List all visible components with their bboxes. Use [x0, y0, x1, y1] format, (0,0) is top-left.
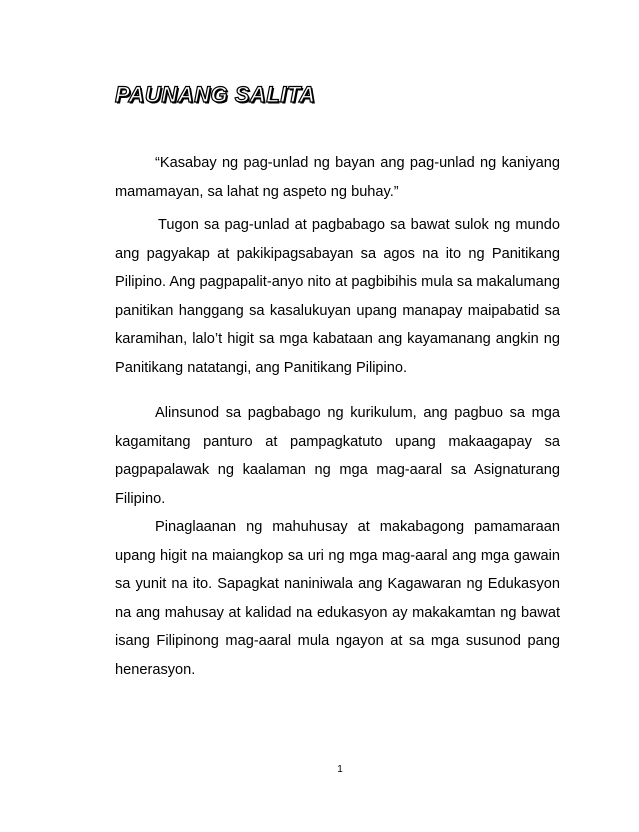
paragraph-quote: “Kasabay ng pag-unlad ng bayan ang pag-unlad ng kaniyang mamamayan, sa lahat ng aspeto ng buhay.” — [115, 155, 560, 200]
page-number: 1 — [337, 764, 343, 775]
paragraph-body: Pinaglaanan ng mahuhusay at makabagong pamamaraan upang higit na maiangkop sa uri ng mga mag-aaral ang mga gawain sa yunit na ito. Sapagkat naniniwala ang Kagawaran ng Edukasyon na ang mahusay at kalidad na edukasyon ay makakamtan ng bawat isang Filipinong mag-aaral mula ngayon at sa mga susunod pang henerasyon. — [115, 519, 560, 678]
paragraph-body: Tugon sa pag-unlad at pagbabago sa bawat sulok ng mundo ang pagyakap at pakikipagsabayan sa agos na ito ng Panitikang Pilipino. Ang pagpapalit-anyo nito at pagbibihis mula sa makalumang panitikan hanggang sa kasalukuyan upang manapay maipabatid sa karamihan, lalo’t higit sa mga kabataan ang kayamanang angkin ng Panitikang natatangi, ang Panitikang Pilipino. — [115, 217, 560, 376]
document-page — [115, 0, 560, 832]
paragraph-body: Alinsunod sa pagbabago ng kurikulum, ang pagbuo sa mga kagamitang panturo at pampagkatuto upang makaagapay sa pagpapalawak ng kaalaman ng mga mag-aaral sa Asignaturang Filipino. — [115, 405, 560, 507]
page-title: PAUNANG SALITA — [115, 82, 316, 107]
